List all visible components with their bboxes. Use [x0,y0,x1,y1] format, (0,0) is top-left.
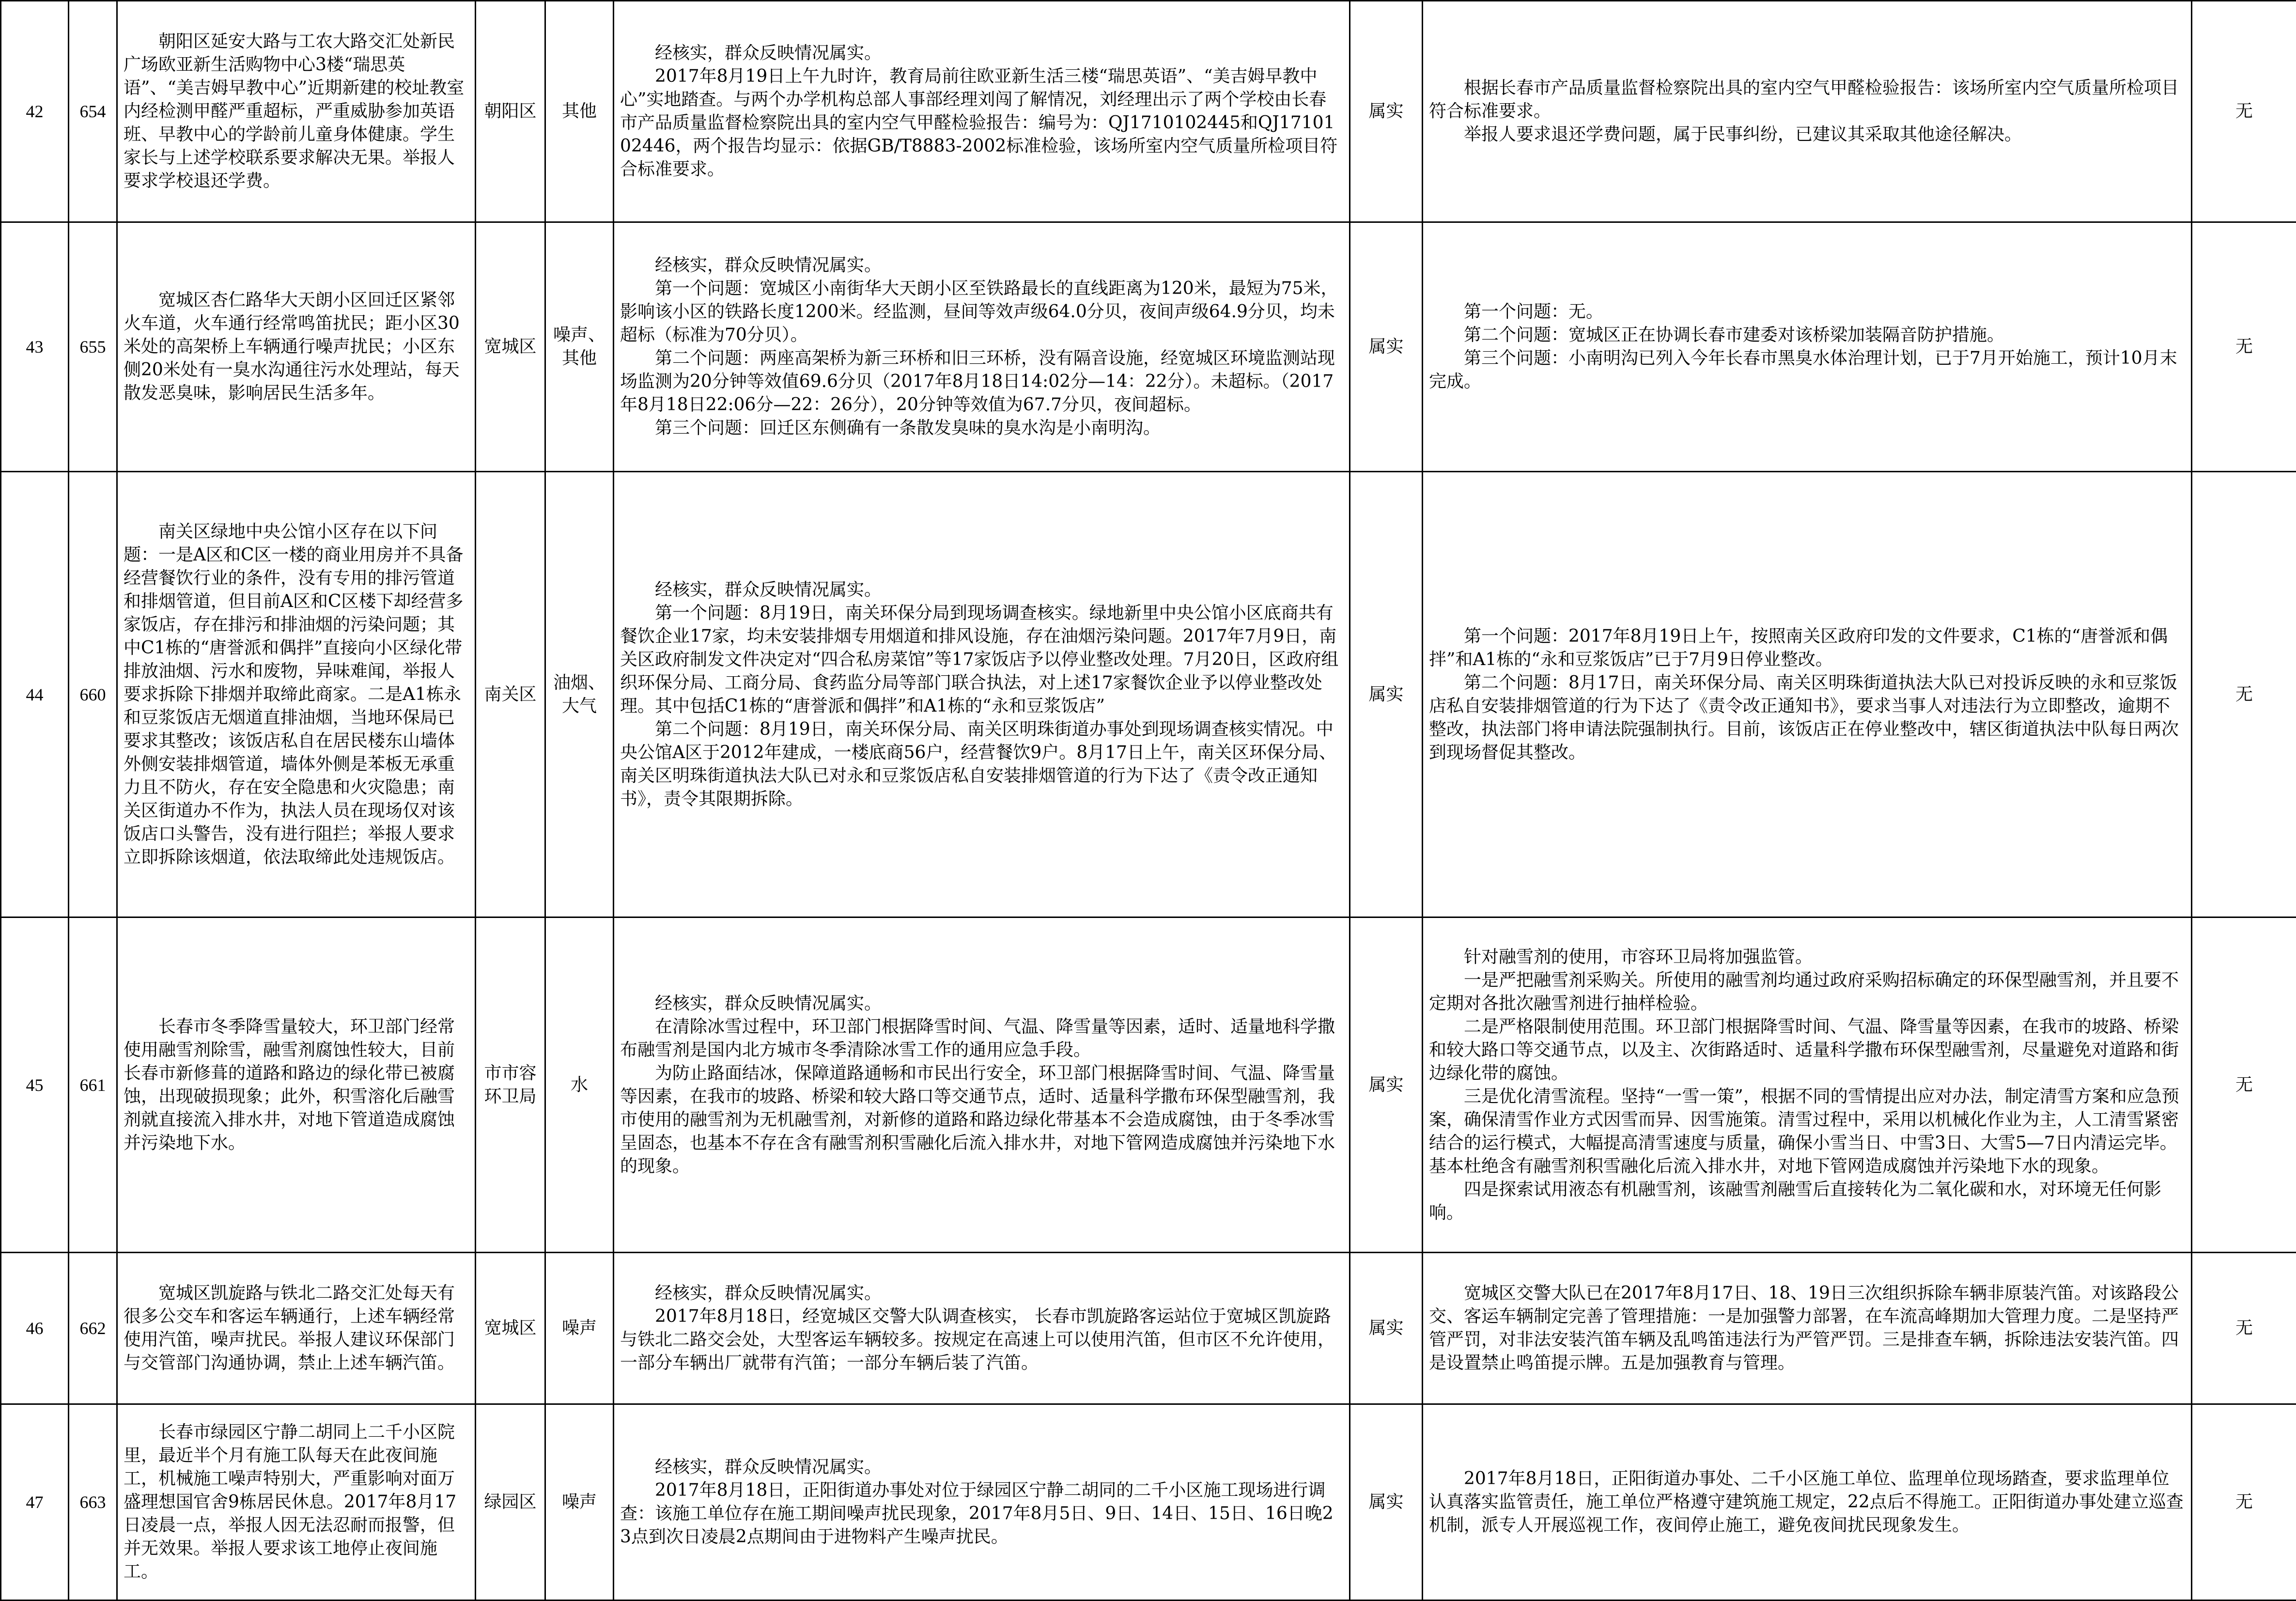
handling-paragraph: 宽城区交警大队已在2017年8月17日、18、19日三次组织拆除车辆非原装汽笛。对该路段公交、客运车辆制定完善了管理措施：一是加强警力部署，在车流高峰期加大管理力度。二是坚持严管严罚，对非法安装汽笛车辆及乱鸣笛违法行为严管严罚。三是排查车辆，拆除违法安装汽笛。四是设置禁止鸣笛提示牌。五是加强教育与管理。 [1429,1282,2185,1375]
case-number: 660 [69,472,117,917]
investigation-result [614,1,1350,222]
district: 宽城区 [476,1253,545,1404]
complaint-paragraph: 长春市绿园区宁静二胡同上二千小区院里，最近半个月有施工队每天在此夜间施工，机械施工噪声特别大，严重影响对面万盛理想国官舍9栋居民休息。2017年8月17日凌晨一点，举报人因无法忍耐而报警，但并无效果。举报人要求该工地停止夜间施工。 [124,1421,469,1584]
district: 南关区 [476,472,545,917]
complaint-content [117,917,476,1253]
investigation-result [614,1253,1350,1404]
pollution-type: 水 [545,917,614,1253]
accountability: 无 [2192,917,2296,1253]
district: 绿园区 [476,1404,545,1601]
verdict: 属实 [1350,222,1423,472]
investigation-result [614,1404,1350,1601]
row-index: 42 [1,1,69,222]
accountability: 无 [2192,472,2296,917]
complaint-paragraph: 南关区绿地中央公馆小区存在以下问题：一是A区和C区一楼的商业用房并不具备经营餐饮行业的条件，没有专用的排污管道和排烟管道，但目前A区和C区楼下却经营多家饭店，存在排污和排油烟的污染问题；其中C1栋的“唐誉派和偶拌”直接向小区绿化带排放油烟、污水和废物，异味难闻，举报人要求拆除下排烟并取缔此商家。二是A1栋永和豆浆饭店无烟道直排油烟，当地环保局已要求其整改；该饭店私自在居民楼东山墙体外侧安装排烟管道，墙体外侧是苯板无承重力且不防火，存在安全隐患和火灾隐患；南关区街道办不作为，执法人员在现场仅对该饭店口头警告，没有进行阻拦；举报人要求立即拆除该烟道，依法取缔此处违规饭店。 [124,520,469,869]
case-number: 654 [69,1,117,222]
table-body [1,1,2296,1601]
case-number: 663 [69,1404,117,1601]
row-index: 46 [1,1253,69,1404]
handling-result [1423,1,2192,222]
accountability: 无 [2192,1404,2296,1601]
verdict: 属实 [1350,472,1423,917]
investigation-paragraph: 经核实，群众反映情况属实。 [620,42,1343,65]
handling-paragraph: 三是优化清雪流程。坚持“一雪一策”，根据不同的雪情提出应对办法，制定清雪方案和应急预案，确保清雪作业方式因雪而异、因雪施策。清雪过程中，采用以机械化作业为主，人工清雪紧密结合的运行模式，大幅提高清雪速度与质量，确保小雪当日、中雪3日、大雪5—7日内清运完毕。基本杜绝含有融雪剂积雪融化后流入排水井，对地下管网造成腐蚀并污染地下水的现象。 [1429,1085,2185,1178]
investigation-result [614,222,1350,472]
complaint-content [117,1,476,222]
handling-paragraph: 第二个问题：宽城区正在协调长春市建委对该桥梁加装隔音防护措施。 [1429,324,2185,347]
investigation-paragraph: 经核实，群众反映情况属实。 [620,1282,1343,1305]
investigation-paragraph: 经核实，群众反映情况属实。 [620,992,1343,1015]
complaint-content [117,472,476,917]
complaint-paragraph: 宽城区杏仁路华大天朗小区回迁区紧邻火车道，火车通行经常鸣笛扰民；距小区30米处的高架桥上车辆通行噪声扰民；小区东侧20米处有一臭水沟通往污水处理站，每天散发恶臭味，影响居民生活多年。 [124,289,469,405]
complaint-content [117,1404,476,1601]
handling-paragraph: 第二个问题：8月17日，南关环保分局、南关区明珠街道执法大队已对投诉反映的永和豆浆饭店私自安装排烟管道的行为下达了《责令改正通知书》，要求当事人对违法行为立即整改，逾期不整改，执法部门将申请法院强制执行。目前，该饭店正在停业整改中，辖区街道执法中队每日两次到现场督促其整改。 [1429,671,2185,764]
row-index: 43 [1,222,69,472]
table-row [1,1253,2296,1404]
handling-paragraph: 第三个问题：小南明沟已列入今年长春市黑臭水体治理计划，已于7月开始施工，预计10月末完成。 [1429,347,2185,393]
table-row [1,917,2296,1253]
handling-result [1423,917,2192,1253]
complaint-paragraph: 朝阳区延安大路与工农大路交汇处新民广场欧亚新生活购物中心3楼“瑞思英语”、“美吉姆早教中心”近期新建的校址教室内经检测甲醛严重超标，严重威胁参加英语班、早教中心的学龄前儿童身体健康。学生家长与上述学校联系要求解决无果。举报人要求学校退还学费。 [124,30,469,193]
handling-result [1423,1404,2192,1601]
investigation-paragraph: 2017年8月18日，正阳街道办事处对位于绿园区宁静二胡同的二千小区施工现场进行调查：该施工单位存在施工期间噪声扰民现象，2017年8月5日、9日、14日、15日、16日晚23点到次日凌晨2点期间由于进物料产生噪声扰民。 [620,1479,1343,1549]
handling-paragraph: 二是严格限制使用范围。环卫部门根据降雪时间、气温、降雪量等因素，在我市的坡路、桥梁和较大路口等交通节点，以及主、次街路适时、适量科学撒布环保型融雪剂，尽量避免对道路和街边绿化带的腐蚀。 [1429,1015,2185,1085]
investigation-paragraph: 第一个问题：宽城区小南街华大天朗小区至铁路最长的直线距离为120米，最短为75米，影响该小区的铁路长度1200米。经监测，昼间等效声级64.0分贝，夜间声级64.9分贝，均未超标（标准为70分贝）。 [620,277,1343,347]
handling-paragraph: 第一个问题：2017年8月19日上午，按照南关区政府印发的文件要求，C1栋的“唐誉派和偶拌”和A1栋的“永和豆浆饭店”已于7月9日停业整改。 [1429,625,2185,671]
handling-paragraph: 针对融雪剂的使用，市容环卫局将加强监管。 [1429,946,2185,969]
investigation-paragraph: 经核实，群众反映情况属实。 [620,578,1343,602]
pollution-type: 噪声 [545,1253,614,1404]
row-index: 44 [1,472,69,917]
verdict: 属实 [1350,1,1423,222]
pollution-type: 噪声 [545,1404,614,1601]
handling-result [1423,472,2192,917]
handling-paragraph: 四是探索试用液态有机融雪剂，该融雪剂融雪后直接转化为二氧化碳和水，对环境无任何影响。 [1429,1178,2185,1225]
table-row [1,1404,2296,1601]
investigation-paragraph: 在清除冰雪过程中，环卫部门根据降雪时间、气温、降雪量等因素，适时、适量地科学撒布融雪剂是国内北方城市冬季清除冰雪工作的通用应急手段。 [620,1015,1343,1062]
investigation-paragraph: 第二个问题：两座高架桥为新三环桥和旧三环桥，没有隔音设施，经宽城区环境监测站现场监测为20分钟等效值69.6分贝（2017年8月18日14:02分—14：22分）。未超标。（2017年8月18日22:06分—22：26分），20分钟等效值为67.7分贝，夜间超标。 [620,347,1343,417]
case-number: 661 [69,917,117,1253]
accountability: 无 [2192,222,2296,472]
handling-paragraph: 举报人要求退还学费问题，属于民事纠纷，已建议其采取其他途径解决。 [1429,123,2185,146]
investigation-paragraph: 2017年8月19日上午九时许，教育局前往欧亚新生活三楼“瑞思英语”、“美吉姆早教中心”实地踏查。与两个办学机构总部人事部经理刘闯了解情况，刘经理出示了两个学校由长春市产品质量监督检察院出具的室内空气甲醛检验报告：编号为：QJ1710102445和QJ1710102446，两个报告均显示：依据GB/T8883-2002标准检验，该场所室内空气质量所检项目符合标准要求。 [620,65,1343,181]
investigation-paragraph: 第三个问题：回迁区东侧确有一条散发臭味的臭水沟是小南明沟。 [620,417,1343,440]
handling-result [1423,1253,2192,1404]
pollution-type: 噪声、其他 [545,222,614,472]
handling-paragraph: 第一个问题：无。 [1429,300,2185,324]
row-index: 47 [1,1404,69,1601]
investigation-paragraph: 2017年8月18日，经宽城区交警大队调查核实， 长春市凯旋路客运站位于宽城区凯旋路与铁北二路交会处，大型客运车辆较多。按规定在高速上可以使用汽笛，但市区不允许使用，一部分车辆出厂就带有汽笛；一部分车辆后装了汽笛。 [620,1305,1343,1375]
verdict: 属实 [1350,1404,1423,1601]
handling-paragraph: 一是严把融雪剂采购关。所使用的融雪剂均通过政府采购招标确定的环保型融雪剂，并且要不定期对各批次融雪剂进行抽样检验。 [1429,969,2185,1015]
table-row [1,222,2296,472]
verdict: 属实 [1350,1253,1423,1404]
handling-paragraph: 2017年8月18日，正阳街道办事处、二千小区施工单位、监理单位现场踏查，要求监理单位认真落实监管责任，施工单位严格遵守建筑施工规定，22点后不得施工。正阳街道办事处建立巡查机制，派专人开展巡视工作，夜间停止施工，避免夜间扰民现象发生。 [1429,1467,2185,1537]
handling-paragraph: 根据长春市产品质量监督检察院出具的室内空气甲醛检验报告：该场所室内空气质量所检项目符合标准要求。 [1429,77,2185,123]
investigation-paragraph: 经核实，群众反映情况属实。 [620,254,1343,277]
district: 宽城区 [476,222,545,472]
complaint-paragraph: 长春市冬季降雪量较大，环卫部门经常使用融雪剂除雪，融雪剂腐蚀性较大，目前长春市新修葺的道路和路边的绿化带已被腐蚀，出现破损现象；此外，积雪溶化后融雪剂就直接流入排水井，对地下管道造成腐蚀并污染地下水。 [124,1015,469,1155]
pollution-type: 其他 [545,1,614,222]
investigation-paragraph: 第二个问题：8月19日，南关环保分局、南关区明珠街道办事处到现场调查核实情况。中央公馆A区于2012年建成，一楼底商56户，经营餐饮9户。8月17日上午，南关区环保分局、南关区明珠街道执法大队已对永和豆浆饭店私自安装排烟管道的行为下达了《责令改正通知书》，责令其限期拆除。 [620,718,1343,811]
investigation-paragraph: 经核实，群众反映情况属实。 [620,1456,1343,1479]
investigation-paragraph: 为防止路面结冰，保障道路通畅和市民出行安全，环卫部门根据降雪时间、气温、降雪量等因素，在我市的坡路、桥梁和较大路口等交通节点，适时、适量科学撒布环保型融雪剂，我市使用的融雪剂为无机融雪剂，对新修的道路和路边绿化带基本不会造成腐蚀，由于冬季冰雪呈固态，也基本不存在含有融雪剂积雪融化后流入排水井，对地下管网造成腐蚀并污染地下水的现象。 [620,1062,1343,1178]
complaint-paragraph: 宽城区凯旋路与铁北二路交汇处每天有很多公交车和客运车辆通行，上述车辆经常使用汽笛，噪声扰民。举报人建议环保部门与交管部门沟通协调，禁止上述车辆汽笛。 [124,1282,469,1375]
district: 市市容环卫局 [476,917,545,1253]
district: 朝阳区 [476,1,545,222]
complaint-content [117,1253,476,1404]
complaint-content [117,222,476,472]
investigation-result [614,917,1350,1253]
accountability: 无 [2192,1,2296,222]
table-row [1,1,2296,222]
row-index: 45 [1,917,69,1253]
verdict: 属实 [1350,917,1423,1253]
accountability: 无 [2192,1253,2296,1404]
investigation-paragraph: 第一个问题：8月19日，南关环保分局到现场调查核实。绿地新里中央公馆小区底商共有餐饮企业17家，均未安装排烟专用烟道和排风设施，存在油烟污染问题。2017年7月9日，南关区政府制发文件决定对“四合私房菜馆”等17家饭店予以停业整改处理。7月20日，区政府组织环保分局、工商分局、食药监分局等部门联合执法，对上述17家餐饮企业予以停业整改处理。其中包括C1栋的“唐誉派和偶拌”和A1栋的“永和豆浆饭店” [620,602,1343,718]
pollution-type: 油烟、大气 [545,472,614,917]
case-number: 655 [69,222,117,472]
investigation-result [614,472,1350,917]
case-number: 662 [69,1253,117,1404]
table-row [1,472,2296,917]
handling-result [1423,222,2192,472]
